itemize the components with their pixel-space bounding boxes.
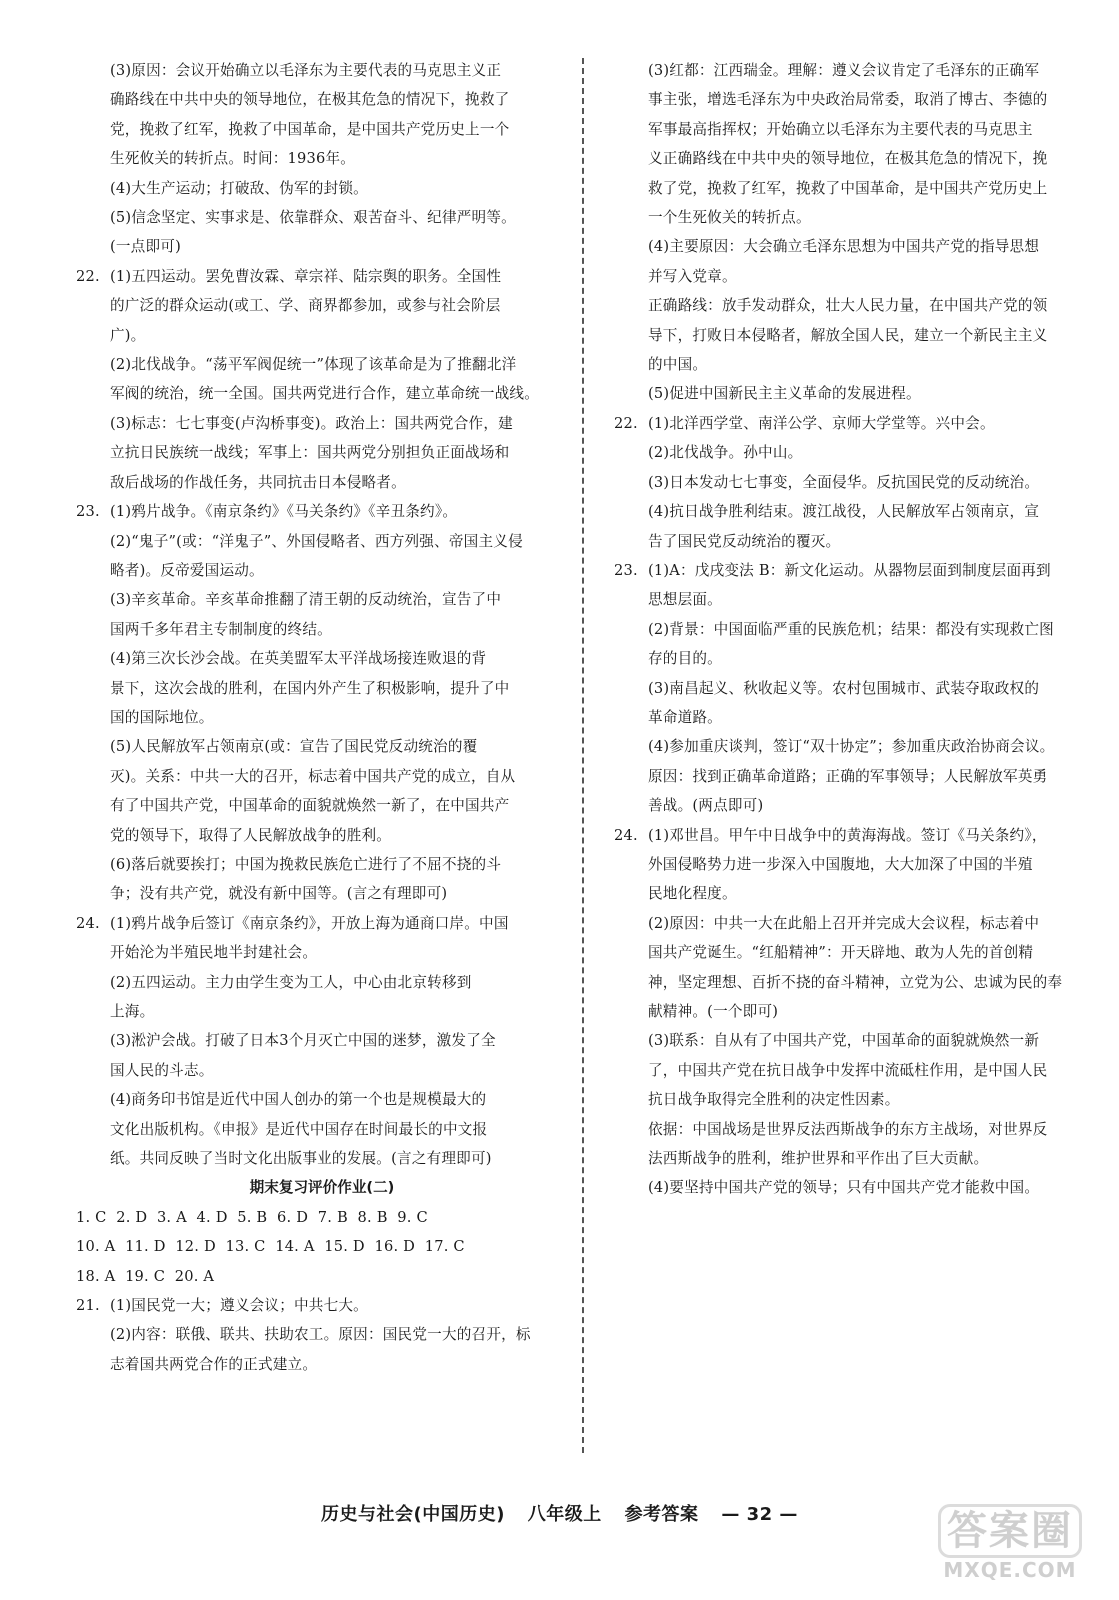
answer-text: (2)“鬼子”(或：“洋鬼子”、外国侵略者、西方列强、帝国主义侵 xyxy=(110,532,523,550)
answer-line xyxy=(76,350,568,379)
answer-text: 国的国际地位。 xyxy=(110,708,214,726)
answer-text: 国人民的斗志。 xyxy=(110,1061,214,1079)
answer-text: 正确路线：放手发动群众，壮大人民力量，在中国共产党的领 xyxy=(648,297,1048,315)
answer-text: 立抗日民族统一战线；军事上：国共两党分别担负正面战场和 xyxy=(110,444,510,462)
question-number: 22. xyxy=(614,414,638,432)
answer-line xyxy=(614,615,1078,644)
answer-line xyxy=(76,791,568,820)
answer-text: 灭)。关系：中共一大的召开，标志着中国共产党的成立，自从 xyxy=(110,767,516,785)
answer-line xyxy=(614,1085,1078,1114)
answer-text: 文化出版机构。《申报》是近代中国存在时间最长的中文报 xyxy=(110,1120,488,1138)
answer-line xyxy=(76,262,568,291)
answer-text: 献精神。(一个即可) xyxy=(648,1003,779,1020)
answer-text: (3)标志：七七事变(卢沟桥事变)。政治上：国共两党合作，建 xyxy=(110,414,513,432)
answer-line xyxy=(76,968,568,997)
answer-line xyxy=(76,732,568,761)
answer-text: 景下，这次会战的胜利，在国内外产生了积极影响，提升了中 xyxy=(110,679,510,697)
answer-text: (1)鸦片战争后签订《南京条约》，开放上海为通商口岸。中国 xyxy=(110,914,509,932)
answer-line xyxy=(76,1320,568,1349)
answer-text: 国两千多年君主专制制度的终结。 xyxy=(110,620,332,638)
answer-line xyxy=(614,174,1078,203)
answer-text: (3)红都：江西瑞金。理解：遵义会议肯定了毛泽东的正确军 xyxy=(648,62,1040,79)
answer-text: 革命道路。 xyxy=(648,708,722,726)
answer-line xyxy=(76,1350,568,1379)
answer-line xyxy=(76,615,568,644)
answer-line xyxy=(614,1026,1078,1055)
answer-line xyxy=(614,350,1078,379)
answer-text: 军事最高指挥权；开始确立以毛泽东为主要代表的马克思主 xyxy=(648,120,1033,138)
answer-text: (5)促进中国新民主主义革命的发展进程。 xyxy=(648,385,921,403)
answer-text: 国共产党诞生。“红船精神”：开天辟地、敢为人先的首创精 xyxy=(648,944,1034,962)
answer-line xyxy=(76,56,568,85)
answer-text: 上海。 xyxy=(110,1003,155,1020)
answer-line xyxy=(76,585,568,614)
answer-line xyxy=(76,321,568,350)
answer-text: 志着国共两党合作的正式建立。 xyxy=(110,1355,318,1373)
answer-text: 争；没有共产党，就没有新中国等。(言之有理即可) xyxy=(110,885,448,903)
answer-line xyxy=(76,409,568,438)
multiple-choice-answers: 10. A 11. D 12. D 13. C 14. A 15. D 16. D 17. C xyxy=(76,1238,465,1256)
answer-line xyxy=(614,1056,1078,1085)
answer-line xyxy=(614,821,1078,850)
answer-text: 敌后战场的作战任务，共同抗击日本侵略者。 xyxy=(110,473,406,491)
answer-line xyxy=(614,409,1078,438)
answer-text: 原因：找到正确革命道路；正确的军事领导；人民解放军英勇 xyxy=(648,767,1048,785)
answer-line xyxy=(76,997,568,1026)
answer-text: 并写入党章。 xyxy=(648,267,737,285)
answer-line xyxy=(76,144,568,173)
answer-line xyxy=(614,644,1078,673)
answer-text: (5)信念坚定、实事求是、依靠群众、艰苦奋斗、纪律严明等。 xyxy=(110,209,516,227)
question-number: 24. xyxy=(614,826,638,844)
question-number: 24. xyxy=(76,914,100,932)
answer-text: (2)五四运动。主力由学生变为工人，中心由北京转移到 xyxy=(110,973,472,991)
answer-line xyxy=(614,1144,1078,1173)
answer-text: 党，挽救了红军，挽救了中国革命，是中国共产党历史上一个 xyxy=(110,120,510,138)
answer-text: (2)原因：中共一大在此船上召开并完成大会议程，标志着中 xyxy=(648,914,1040,932)
answer-text: (一点即可) xyxy=(110,238,181,256)
answer-line xyxy=(614,144,1078,173)
answer-line xyxy=(76,1026,568,1055)
section-title: 期末复习评价作业(二) xyxy=(249,1179,395,1197)
answer-text: 军阀的统治，统一全国。国共两党进行合作，建立革命统一战线。 xyxy=(110,385,540,403)
answer-text: 神，坚定理想、百折不挠的奋斗精神，立党为公、忠诚为民的奉 xyxy=(648,973,1063,991)
answer-line xyxy=(76,1085,568,1114)
answer-line xyxy=(614,762,1078,791)
answer-line xyxy=(76,85,568,114)
question-number: 22. xyxy=(76,267,100,285)
answer-text: (3)淞沪会战。打破了日本3个月灭亡中国的迷梦，激发了全 xyxy=(110,1032,496,1050)
answer-line xyxy=(76,1056,568,1085)
left-column xyxy=(76,56,568,1379)
answer-line xyxy=(76,850,568,879)
answer-text: (1)北洋西学堂、南洋公学、京师大学堂等。兴中会。 xyxy=(648,414,995,432)
answer-text: 事主张，增选毛泽东为中央政治局常委，取消了博古、李德的 xyxy=(648,91,1048,109)
answer-line xyxy=(76,674,568,703)
answer-text: 民地化程度。 xyxy=(648,885,737,903)
watermark-url: MXQE.COM xyxy=(943,1558,1077,1582)
answer-line xyxy=(76,115,568,144)
answer-line xyxy=(614,938,1078,967)
question-number: 23. xyxy=(614,561,638,579)
answer-text: 法西斯战争的胜利，维护世界和平作出了巨大贡献。 xyxy=(648,1150,989,1168)
answer-line xyxy=(76,556,568,585)
answer-text: (1)鸦片战争。《南京条约》《马关条约》《辛丑条约》。 xyxy=(110,503,458,521)
answer-line xyxy=(614,1173,1078,1202)
question-number: 23. xyxy=(76,503,100,521)
answer-text: 有了中国共产党，中国革命的面貌就焕然一新了，在中国共产 xyxy=(110,797,510,815)
answer-line xyxy=(76,938,568,967)
answer-text: (3)南昌起义、秋收起义等。农村包围城市、武装夺取政权的 xyxy=(648,679,1040,697)
answer-text: (2)背景：中国面临严重的民族危机；结果：都没有实现救亡图 xyxy=(648,620,1054,638)
answer-text: 确路线在中共中央的领导地位，在极其危急的情况下，挽救了 xyxy=(110,91,510,109)
answer-line xyxy=(614,791,1078,820)
answer-line xyxy=(614,556,1078,585)
answer-line xyxy=(76,879,568,908)
answer-text: (3)原因：会议开始确立以毛泽东为主要代表的马克思主义正 xyxy=(110,62,502,79)
answer-text: (4)大生产运动；打破敌、伪军的封锁。 xyxy=(110,179,368,197)
answer-line xyxy=(614,850,1078,879)
answer-text: 纸。共同反映了当时文化出版事业的发展。(言之有理即可) xyxy=(110,1150,492,1168)
answer-line xyxy=(76,291,568,320)
answer-line xyxy=(614,291,1078,320)
answer-text: (2)北伐战争。孙中山。 xyxy=(648,444,803,462)
watermark-badge: 答案圈 xyxy=(938,1504,1082,1558)
answer-line xyxy=(76,468,568,497)
answer-line xyxy=(614,968,1078,997)
answer-line xyxy=(76,203,568,232)
answer-text: 略者)。反帝爱国运动。 xyxy=(110,561,264,579)
answer-text: 思想层面。 xyxy=(648,591,722,609)
answer-line xyxy=(614,232,1078,261)
right-column xyxy=(614,56,1078,1203)
answer-text: 外国侵略势力进一步深入中国腹地，大大加深了中国的半殖 xyxy=(648,855,1033,873)
answer-text: 告了国民党反动统治的覆灭。 xyxy=(648,532,841,550)
answer-line xyxy=(614,321,1078,350)
answer-line xyxy=(76,1291,568,1320)
answer-line xyxy=(76,1144,568,1173)
answer-text: (1)A：戊戌变法 B：新文化运动。从器物层面到制度层面再到 xyxy=(648,561,1051,579)
answer-text: (5)人民解放军占领南京(或：宣告了国民党反动统治的覆 xyxy=(110,738,478,756)
answer-line xyxy=(614,1115,1078,1144)
answer-text: (1)五四运动。罢免曹汝霖、章宗祥、陆宗舆的职务。全国性 xyxy=(110,267,502,285)
answer-line xyxy=(614,909,1078,938)
multiple-choice-answers: 1. C 2. D 3. A 4. D 5. B 6. D 7. B 8. B 9. C xyxy=(76,1208,428,1226)
answer-text: (4)主要原因：大会确立毛泽东思想为中国共产党的指导思想 xyxy=(648,238,1040,256)
answer-text: (4)要坚持中国共产党的领导；只有中国共产党才能救中国。 xyxy=(648,1179,1040,1197)
answer-line xyxy=(76,174,568,203)
answer-text: 善战。(两点即可) xyxy=(648,797,764,815)
answer-text: 开始沦为半殖民地半封建社会。 xyxy=(110,944,318,962)
answer-text: (3)联系：自从有了中国共产党，中国革命的面貌就焕然一新 xyxy=(648,1032,1040,1050)
answer-line xyxy=(76,497,568,526)
answer-text: 一个生死攸关的转折点。 xyxy=(648,209,811,227)
answer-text: (2)北伐战争。“荡平军阀促统一”体现了该革命是为了推翻北洋 xyxy=(110,356,517,374)
watermark-logo xyxy=(915,1504,1105,1582)
answer-text: 义正确路线在中共中央的领导地位，在极其危急的情况下，挽 xyxy=(648,150,1048,168)
answer-text: 抗日战争取得完全胜利的决定性因素。 xyxy=(648,1091,900,1109)
answer-text: (4)商务印书馆是近代中国人创办的第一个也是规模最大的 xyxy=(110,1091,487,1109)
answer-line xyxy=(614,879,1078,908)
footer-grade: 八年级上 xyxy=(527,1504,602,1525)
answer-text: 存的目的。 xyxy=(648,650,722,668)
answer-line xyxy=(76,379,568,408)
answer-text: 广)。 xyxy=(110,326,146,344)
page-number: — 32 — xyxy=(721,1504,798,1525)
answer-line xyxy=(614,674,1078,703)
answer-text: (4)抗日战争胜利结束。渡江战役，人民解放军占领南京，宣 xyxy=(648,503,1040,521)
multiple-choice-answers: 18. A 19. C 20. A xyxy=(76,1267,215,1285)
answer-text: 救了党，挽救了红军，挽救了中国革命，是中国共产党历史上 xyxy=(648,179,1048,197)
answer-text: 的广泛的群众运动(或工、学、商界都参加，或参与社会阶层 xyxy=(110,297,501,315)
answer-line xyxy=(76,909,568,938)
answer-line xyxy=(76,1115,568,1144)
answer-line xyxy=(76,821,568,850)
answer-line xyxy=(614,262,1078,291)
answer-text: (4)第三次长沙会战。在英美盟军太平洋战场接连败退的背 xyxy=(110,650,487,668)
answer-line xyxy=(614,203,1078,232)
answer-text: (6)落后就要挨打；中国为挽救民族危亡进行了不屈不挠的斗 xyxy=(110,855,502,873)
answer-line xyxy=(614,438,1078,467)
answer-text: 依据：中国战场是世界反法西斯战争的东方主战场，对世界反 xyxy=(648,1120,1048,1138)
footer-subject: 历史与社会(中国历史) xyxy=(321,1504,505,1525)
answer-text: (2)内容：联俄、联共、扶助农工。原因：国民党一大的召开，标 xyxy=(110,1326,531,1344)
answer-line xyxy=(76,232,568,261)
answer-text: (1)邓世昌。甲午中日战争中的黄海海战。签订《马关条约》， xyxy=(648,826,1047,844)
answer-text: 的中国。 xyxy=(648,356,708,374)
answer-line xyxy=(76,438,568,467)
answer-line xyxy=(614,468,1078,497)
answer-text: 了，中国共产党在抗日战争中发挥中流砥柱作用，是中国人民 xyxy=(648,1061,1048,1079)
answer-text: (4)参加重庆谈判，签订“双十协定”；参加重庆政治协商会议。 xyxy=(648,738,1055,756)
answer-line xyxy=(614,379,1078,408)
answer-text: (3)日本发动七七事变，全面侵华。反抗国民党的反动统治。 xyxy=(648,473,1040,491)
answer-line xyxy=(614,85,1078,114)
answer-line xyxy=(614,732,1078,761)
footer-label: 参考答案 xyxy=(624,1504,699,1525)
answer-text: 党的领导下，取得了人民解放战争的胜利。 xyxy=(110,826,392,844)
answer-text: 生死攸关的转折点。时间：1936年。 xyxy=(110,150,356,168)
answer-line xyxy=(614,585,1078,614)
answer-text: (1)国民党一大；遵义会议；中共七大。 xyxy=(110,1297,368,1315)
answer-line xyxy=(76,703,568,732)
answer-line xyxy=(614,703,1078,732)
answer-line xyxy=(614,56,1078,85)
answer-line xyxy=(76,762,568,791)
answer-line xyxy=(614,497,1078,526)
answer-line xyxy=(614,115,1078,144)
answer-text: 导下，打败日本侵略者，解放全国人民，建立一个新民主主义 xyxy=(648,326,1048,344)
question-number: 21. xyxy=(76,1297,100,1315)
answer-text: (3)辛亥革命。辛亥革命推翻了清王朝的反动统治，宣告了中 xyxy=(110,591,502,609)
answer-line xyxy=(76,527,568,556)
answer-line xyxy=(614,997,1078,1026)
answer-line xyxy=(76,644,568,673)
column-divider xyxy=(582,58,584,1453)
answer-line xyxy=(614,527,1078,556)
